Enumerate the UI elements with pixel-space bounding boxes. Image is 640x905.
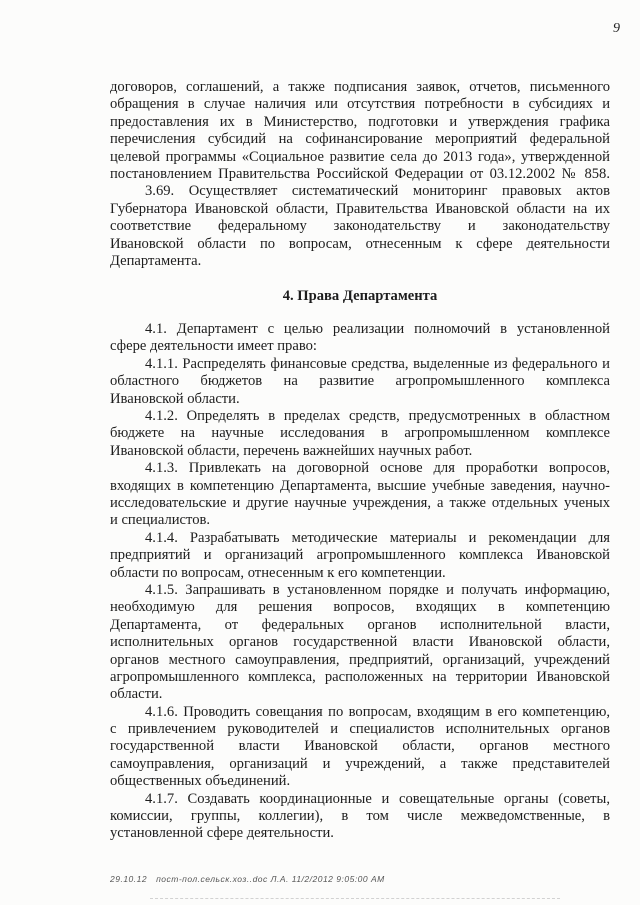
- text-line: комиссии, группы, коллегии), в том числе межведомственные, в: [110, 808, 610, 825]
- paragraph-4-1-7: [110, 791, 610, 843]
- text-line: целевой программы «Социальное развитие села до 2013 года», утвержденной: [110, 148, 610, 165]
- text-line: самоуправления, организаций и учреждений, а также представителей: [110, 755, 610, 772]
- text-line: постановлением Правительства Российской Федерации от 03.12.2002 № 858.: [110, 165, 610, 182]
- text-line: установленной сфере деятельности.: [110, 825, 334, 842]
- text-line: бюджете на научные исследования в агропромышленном комплексе: [110, 425, 610, 442]
- text-line: исполнительных органов государственной власти Ивановской области,: [110, 634, 610, 651]
- text-line: предприятий и организаций агропромышленного комплекса Ивановской: [110, 547, 610, 564]
- text-line: Ивановской области, перечень важнейших научных работ.: [110, 442, 473, 459]
- text-line: и специалистов.: [110, 512, 211, 529]
- paragraph-4-1-6: [110, 704, 610, 791]
- text-line: Губернатора Ивановской области, Правительства Ивановской области на их: [110, 200, 610, 217]
- text-line: 4.1.3. Привлекать на договорной основе для проработки вопросов,: [145, 460, 610, 477]
- text-line: 3.69. Осуществляет систематический мониторинг правовых актов: [145, 183, 610, 200]
- text-line: обращения в случае наличия или отсутствия потребности в субсидиях и: [110, 96, 610, 113]
- text-line: 4.1.1. Распределять финансовые средства, выделенные из федерального и: [145, 355, 610, 372]
- text-line: Ивановской области по вопросам, отнесенным к сфере деятельности: [110, 235, 610, 252]
- document-body: [110, 79, 610, 843]
- text-line: 4.1. Департамент с целью реализации полномочий в установленной: [145, 321, 610, 338]
- paragraph-4-1-3: [110, 460, 610, 530]
- text-line: предоставления их в Министерство, подготовки и утверждения графика: [110, 113, 610, 130]
- footer-date: 29.10.12: [110, 874, 148, 884]
- text-line: перечисления субсидий на софинансирование мероприятий федеральной: [110, 131, 610, 148]
- text-line: входящих в компетенцию Департамента, высшие учебные заведения, научно-: [110, 477, 610, 494]
- text-line: 4.1.4. Разрабатывать методические материалы и рекомендации для: [145, 529, 610, 546]
- text-line: Департамента, от федеральных органов исполнительной власти,: [110, 616, 610, 633]
- text-line: необходимую для решения вопросов, входящих в компетенцию: [110, 599, 610, 616]
- text-line: общественных объединений.: [110, 773, 291, 790]
- text-line: 4.1.5. Запрашивать в установленном порядке и получать информацию,: [145, 581, 610, 598]
- paragraph-4-1-5: [110, 582, 610, 704]
- text-line: исследовательские и другие научные учреждения, а также отдельных ученых: [110, 494, 610, 511]
- text-line: соответствие федеральному законодательству и законодательству: [110, 218, 610, 235]
- text-line: агропромышленного комплекса, расположенных на территории Ивановской: [110, 668, 610, 685]
- footer: [110, 874, 385, 884]
- section-heading: 4. Права Департамента: [282, 287, 438, 304]
- paragraph-4-1-1: [110, 356, 610, 408]
- text-line: органов местного самоуправления, предприятий, организаций, учреждений: [110, 651, 610, 668]
- text-line: договоров, соглашений, а также подписания заявок, отчетов, письменного: [110, 79, 610, 95]
- text-line: областного бюджетов на развитие агропромышленного комплекса: [110, 373, 610, 390]
- text-line: 4.1.2. Определять в пределах средств, предусмотренных в областном: [145, 408, 610, 425]
- text-line: области по вопросам, отнесенным к его компетенции.: [110, 564, 446, 581]
- paragraph-4-1-2: [110, 408, 610, 460]
- text-line: Ивановской области.: [110, 390, 240, 407]
- page-number: 9: [613, 21, 620, 36]
- paragraph-4-1: [110, 321, 610, 356]
- paragraph-4-1-4: [110, 530, 610, 582]
- text-line: Департамента.: [110, 252, 202, 269]
- paragraph-3-69: [110, 183, 610, 270]
- text-line: области.: [110, 686, 163, 703]
- text-line: 4.1.6. Проводить совещания по вопросам, входящим в его компетенцию,: [145, 703, 610, 720]
- footer-file-info: пост-пол.сельск.хоз..doc Л.А. 11/2/2012 9:05:00 AM: [156, 874, 385, 884]
- text-line: с привлечением руководителей и специалистов исполнительных органов: [110, 721, 610, 738]
- text-line: 4.1.7. Создавать координационные и совещательные органы (советы,: [145, 790, 610, 807]
- scan-edge-mark: [150, 898, 560, 899]
- text-line: государственной власти Ивановской области, органов местного: [110, 738, 610, 755]
- text-line: сфере деятельности имеет право:: [110, 338, 317, 355]
- paragraph-continuation: [110, 79, 610, 183]
